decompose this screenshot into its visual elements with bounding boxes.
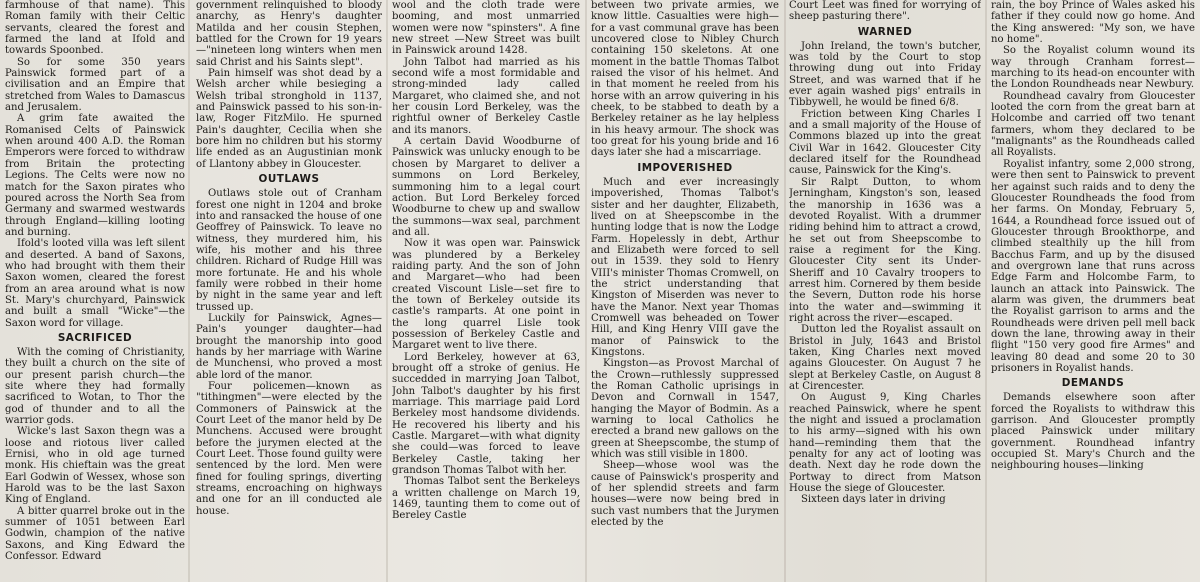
article-paragraph: Four policemen—known as "tithingmen"—were elected by the Commoners of Painswick at the Court Leet of the manor held by De Munchens. Accused were brought before the jurymen elected at the Court Leet. Those found guilty were sentenced by the lord. Men were fined for fouling springs, diverting streams, encroaching on highways and one for an ill conducted ale house. [196, 381, 382, 517]
article-paragraph: Lord Berkeley, however at 63, brought off a stroke of genius. He succedded in marrying Joan Talbot, John Talbot's daughter by his first marriage. This marriage paid Lord Berkeley most handsome dividends. He recovered his liberty and his Castle. Margaret—with what dignity she could—was forced to leave Berkeley Castle, taking her grandson Thomas Talbot with her. [392, 351, 580, 477]
article-paragraph: wool and the cloth trade were booming, and most unmarried women were now "spinsters". A fine new street —New Street was built in Painswick around 1428. [392, 0, 580, 57]
section-heading: DEMANDS [1061, 377, 1125, 390]
article-paragraph: Thomas Talbot sent the Berkeleys a written challenge on March 19, 1469, taunting them to come out of Bereley Castle [392, 476, 580, 522]
article-paragraph: With the coming of Christianity, they built a church on the site of our present parish church—the site where they had formally sacrificed to Wotan, to Thor the god of thunder and to all the warrior gods. [5, 346, 185, 427]
section-heading: OUTLAWS [258, 173, 320, 186]
section-heading: IMPOVERISHED [637, 161, 733, 174]
article-paragraph: Wicke's last Saxon thegn was a loose and riotous liver called Ernisi, who in old age turned monk. His chieftain was the great Earl Godwin of Wessex, whose son Harold was to be the last Saxon King of England. [5, 426, 185, 506]
column-fold [784, 0, 786, 582]
article-paragraph: Pain himself was shot dead by a Welsh archer while besieging a Welsh tribal stronghold in 1137, and Painswick passed to his son-in-law, Roger FitzMilo. He spurned Pain's daughter, Cecilia when she bore him no children but his stormy life ended as an Augustinian monk of Llantony abbey in Gloucester. [196, 68, 382, 170]
article-paragraph: Sheep—whose wool was the cause of Painswick's prosperity and of her splendid streets and farm houses—were now being bred in such vast numbers that the Jurymen elected by the [591, 460, 779, 529]
article-paragraph: So the Royalist column wound its way through Cranham forrest—marching to its head-on encounter with the London Roundheads near Newbury. [991, 45, 1195, 91]
article-paragraph: Sixteen days later in driving [801, 494, 946, 506]
article-paragraph: A grim fate awaited the Romanised Celts of Painswick when around 400 A.D. the Roman Emperors were forced to withdraw from Britain the protecting Legions. The Celts were now no match for the Saxon pirates who poured across the North Sea from Germany and swarmed westwards through England—killing looting and burning. [5, 113, 185, 238]
article-paragraph: farmhouse of that name). This Roman family with their Celtic servants, cleared the forest and farmed the land at Ifold and towards Spoonbed. [5, 0, 185, 57]
column-fold [585, 0, 587, 582]
text-column-4 [591, 0, 779, 582]
article-paragraph: Ifold's looted villa was left silent and deserted. A band of Saxons, who had brought with them their Saxon women, cleared the forest from an area around what is now St. Mary's churchyard, Painswick and built a small "Wicke"—the Saxon word for village. [5, 238, 185, 329]
column-fold [985, 0, 987, 582]
text-column-3 [392, 0, 580, 582]
article-paragraph: Outlaws stole out of Cranham forest one night in 1204 and broke into and ransacked the house of one Geoffrey of Painswick. To leave no witness, they murdered him, his wife, his mother and his three children. Richard of Rudge Hill was more fortunate. He and his whole family were robbed in their home by night in the same year and left trussed up. [196, 188, 382, 313]
article-paragraph: John Ireland, the town's butcher, was told by the Court to stop throwing dung out into Friday Street, and was warned that if he ever again washed pigs' entrails in Tibbywell, he would be fined 6/8. [789, 40, 981, 109]
article-paragraph: A certain David Woodburne of Painswick was unlucky enough to be chosen by Margaret to deliver a summons on Lord Berkeley, summoning him to a legal court action. But Lord Berkeley forced Woodburne to chew up and swallow the summons—wax seal, parchment and all. [392, 136, 580, 238]
text-column-6 [991, 0, 1195, 582]
text-column-5 [789, 0, 981, 582]
article-paragraph: rain, the boy Prince of Wales asked his father if they could now go home. And the King answered: "My son, we have no home". [991, 0, 1195, 46]
article-paragraph: Demands elsewhere soon after forced the Royalists to withdraw this garrison. And Gloucester promptly placed Painswick under military government. Roundhead infantry occupied St. Mary's Church and the neighbouring houses—linking [991, 392, 1195, 472]
text-column-1 [5, 0, 185, 582]
article-paragraph: Friction between King Charles I and a small majority of the House of Commons blazed up into the great Civil War in 1642. Gloucester City declared itself for the Roundhead cause, Painswick for the King's. [789, 108, 981, 177]
text-column-2 [196, 0, 382, 582]
section-heading: WARNED [857, 25, 913, 38]
article-paragraph: So for some 350 years Painswick formed part of a civilisation and an Empire that stretched from Wales to Damascus and Jerusalem. [5, 56, 185, 114]
article-paragraph: Much and ever increasingly impoverished, Thomas Talbot's sister and her daughter, Elizabeth, lived on at Sheepscombe in the hunting lodge that is now the Lodge Farm. Hopelessly in debt, Arthur and Elizabeth were forced to sell out in 1539. they sold to Henry VIII's minister Thomas Cromwell, on the strict understanding that Kingston of Miserden was never to have the Manor. Next year Thomas Cromwell was beheaded on Tower Hill, and King Henry VIII gave the manor of Painswick to the Kingstons. [591, 176, 779, 358]
article-paragraph: Dutton led the Royalist assault on Bristol in July, 1643 and Bristol taken, King Charles next moved agains Gloucester. On August 7 he slept at Berkeley Castle, on August 8 at Cirencester. [789, 324, 981, 392]
article-paragraph: Roundhead cavalry from Gloucester looted the corn from the great barn at Holcombe and carried off two tenant farmers, whom they declared to be "malignants" as the Roundheads called all Royalists. [991, 90, 1195, 159]
article-paragraph: On August 9, King Charles reached Painswick, where he spent the night and issued a proclamation to his army—signed with his own hand—reminding them that the penalty for any act of looting was death. Next day he rode down the Portway to direct from Matson House the siege of Gloucester. [789, 392, 981, 495]
article-paragraph: Now it was open war. Painswick was plundered by a Berkeley raiding party. And the son of John and Margaret—who had been created Viscount Lisle—set fire to the town of Berkeley outside its castle's ramparts. At one point in the long quarrel Lisle took possession of Berkeley Castle and Margaret went to live there. [392, 238, 580, 352]
article-paragraph: government relinquished to bloody anarchy, as Henry's daughter Matilda and her cousin Stephen, battled for the Crown for 19 years—"nineteen long winters when men said Christ and his Saints slept". [196, 0, 382, 68]
article-paragraph: Royalist infantry, some 2,000 strong, were then sent to Painswick to prevent her against such raids and to deny the Gloucester Roundheads the food from her farms. On Monday, February 5, 1644, a Roundhead force issued out of Gloucester through Brookthorpe, and climbed stealthily up the hill from Bacchus Farm, and up by the disused and overgrown lane that runs across Edge Farm and Holcombe Farm, to launch an attack into Painswick. The alarm was given, the drummers beat the Royalist garrison to arms and the Roundheads were driven pell mell back down the lane, throwing away in their flight "150 very good fire Armes" and leaving 80 dead and some 20 to 30 prisoners in Royalist hands. [991, 158, 1195, 374]
article-paragraph: Sir Ralpt Dutton, to whom Jerningham, Kingston's son, leased the manorship in 1636 was a devoted Royalist. With a drummer riding behind him to attract a crowd, he set out from Sheepscombe to raise a regiment for the King. Gloucester City sent its Under-Sheriff and 10 Cavalry troopers to arrest him. Cornered by them beside the Severn, Dutton rode his horse into the water and—swimming it right across the river—escaped. [789, 176, 981, 324]
article-paragraph: Court Leet was fined for worrying of sheep pasturing there". [789, 0, 981, 23]
article-paragraph: John Talbot had married as his second wife a most formidable and strong-minded lady called Margaret, who claimed she, and not her cousin Lord Berkeley, was the rightful owner of Berkeley Castle and its manors. [392, 56, 580, 136]
article-paragraph: between two private armies, we know little. Casualties were high—for a vast communal grave has been uncovered close to Nibley Church containing 150 skeletons. At one moment in the battle Thomas Talbot raised the visor of his helmet. And in that moment he reeled from his horse with an arrow quivering in his cheek, to be stabbed to death by a Berkeley retainer as he lay helpless in his heavy armour. The shock was too great for his young bride and 16 days later she had a miscarriage. [591, 0, 779, 159]
article-paragraph: Kingston—as Provost Marchal of the Crown—ruthlessly suppressed the Roman Catholic uprisings in Devon and Cornwall in 1547, hanging the Mayor of Bodmin. As a warning to local Catholics he erected a brand new gallows on the green at Sheepscombe, the stump of which was still visible in 1800. [591, 358, 779, 461]
column-fold [188, 0, 190, 582]
article-paragraph: A bitter quarrel broke out in the summer of 1051 between Earl Godwin, champion of the native Saxons, and King Edward the Confessor. Edward [5, 505, 185, 563]
column-fold [386, 0, 388, 582]
article-paragraph: Luckily for Painswick, Agnes—Pain's younger daughter—had brought the manorship into good hands by her marriage with Warine de Munchensi, who proved a most able lord of the manor. [196, 312, 382, 381]
section-heading: SACRIFICED [57, 331, 133, 344]
